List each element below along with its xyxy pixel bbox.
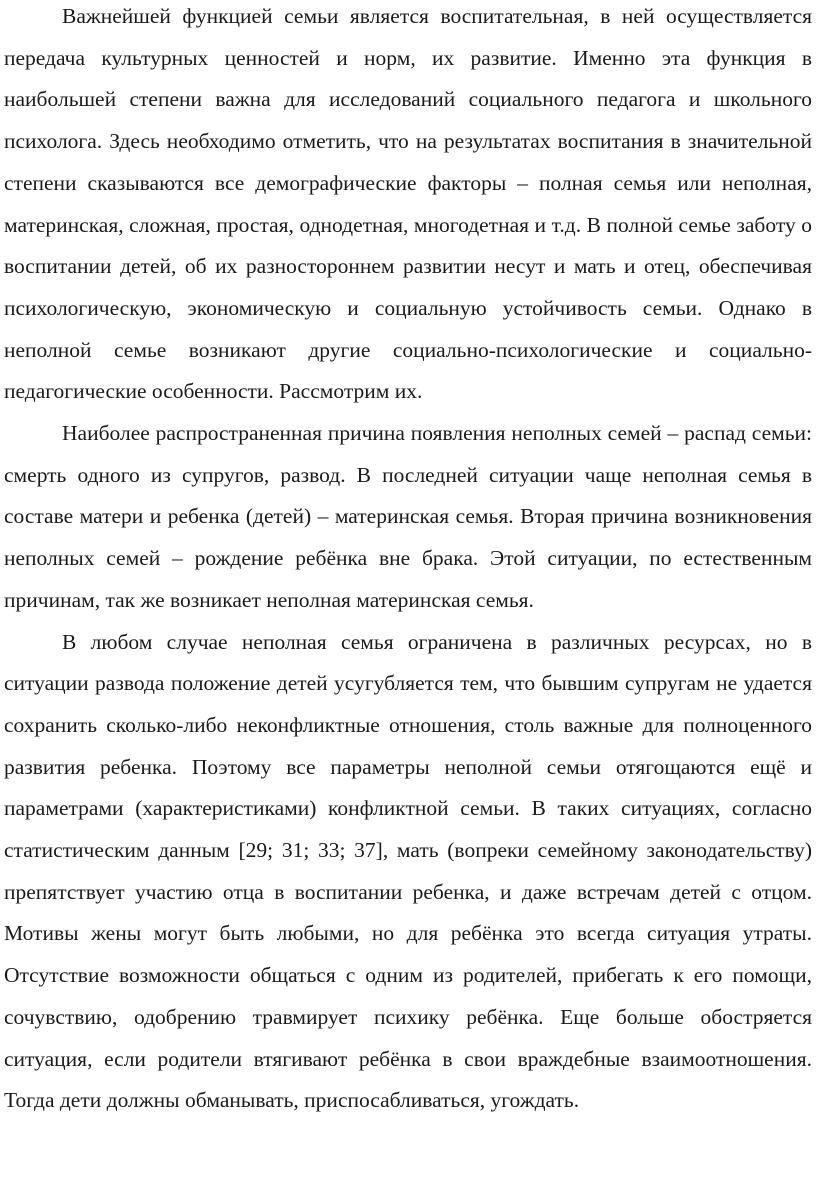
- paragraph-upbringing-function: Важнейшей функцией семьи является воспитательная, в ней осуществляется передача культурных ценностей и норм, их развитие. Именно эта функция в наибольшей степени важна для исследований социального педагога и школьного психолога. Здесь необходимо отметить, что на результатах воспитания в значительной степени сказываются все демографические факторы – полная семья или неполная, материнская, сложная, простая, однодетная, многодетная и т.д. В полной семье заботу о воспитании детей, об их разностороннем развитии несут и мать и отец, обеспечивая психологическую, экономическую и социальную устойчивость семьи. Однако в неполной семье возникают другие социально-психологические и социально-педагогические особенности. Рассмотрим их.: [4, 4, 812, 404]
- paragraph-causes-of-single-parent-families: Наиболее распространенная причина появления неполных семей – распад семьи: смерть одного из супругов, развод. В последней ситуации чаще неполная семья в составе матери и ребенка (детей) – материнская семья. Вторая причина возникновения неполных семей – рождение ребёнка вне брака. Этой ситуации, по естественным причинам, так же возникает неполная материнская семья.: [4, 421, 812, 612]
- paragraph-divorce-consequences: В любом случае неполная семья ограничена в различных ресурсах, но в ситуации развода положение детей усугубляется тем, что бывшим супругам не удается сохранить сколько-либо неконфликтные отношения, столь важные для полноценного развития ребенка. Поэтому все параметры неполной семьи отягощаются ещё и параметрами (характеристиками) конфликтной семьи. В таких ситуациях, согласно статистическим данным [29; 31; 33; 37], мать (вопреки семейному законодательству) препятствует участию отца в воспитании ребенка, и даже встречам детей с отцом. Мотивы жены могут быть любыми, но для ребёнка это всегда ситуация утраты. Отсутствие возможности общаться с одним из родителей, прибегать к его помощи, сочувствию, одобрению травмирует психику ребёнка. Еще больше обостряется ситуация, если родители втягивают ребёнка в свои враждебные взаимоотношения. Тогда дети должны обманывать, приспосабливаться, угождать.: [4, 629, 812, 1113]
- document-body: [4, 0, 812, 1122]
